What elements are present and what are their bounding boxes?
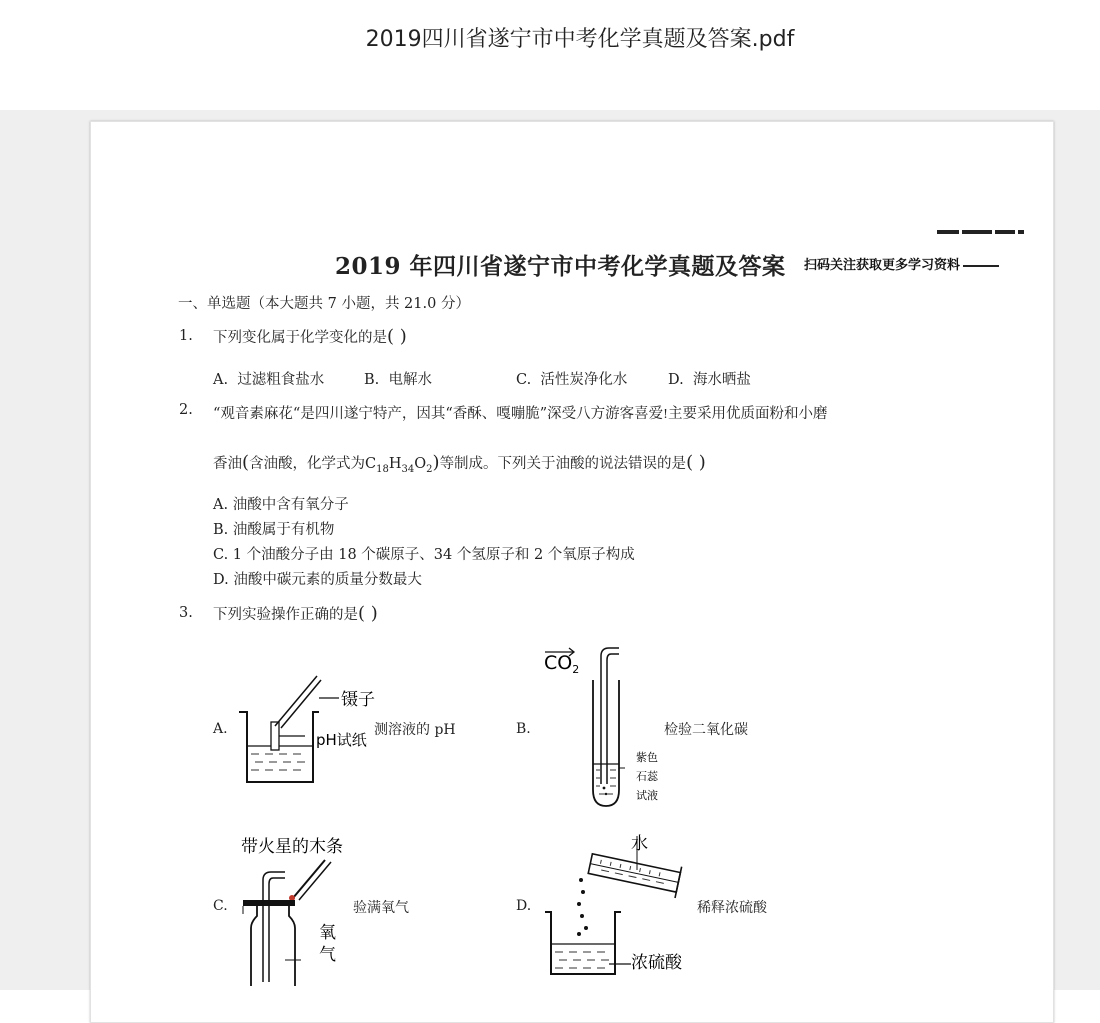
label-oxygen-2: 气 <box>319 945 336 965</box>
q1-stem: 下列变化属于化学变化的是( ) <box>213 326 407 347</box>
q3-option-d-letter: D. <box>516 898 532 914</box>
q1-number: 1. <box>179 328 193 344</box>
q3-option-a-caption: 测溶液的 pH <box>374 722 456 738</box>
q3-option-b-letter: B. <box>516 721 531 737</box>
label-glowing-stick: 带火星的木条 <box>241 837 343 857</box>
label-ph-paper: pH试纸 <box>316 731 367 749</box>
watermark-text: 扫码关注获取更多学习资料 <box>804 254 999 273</box>
section-heading: 一、单选题（本大题共 7 小题，共 21.0 分） <box>178 296 470 312</box>
q1-option-b: B. 电解水 <box>364 372 432 388</box>
viewer-header <box>0 0 1100 110</box>
label-solution: 试液 <box>636 789 658 802</box>
q3-option-a-letter: A. <box>213 721 228 737</box>
q2-number: 2. <box>179 402 193 418</box>
q2-line2: 香油(含油酸，化学式为$C_{18}H_{34}O_2$)等制成。下列关于油酸的说法错误的是( ) <box>213 452 706 475</box>
q3-option-c-letter: C. <box>213 898 228 914</box>
q3-stem: 下列实验操作正确的是( ) <box>213 603 378 624</box>
q3-option-c-caption: 验满氧气 <box>353 900 409 916</box>
label-water: 水 <box>631 834 648 854</box>
label-conc-acid: 浓硫酸 <box>631 953 682 973</box>
corner-mark <box>937 230 1033 236</box>
q2-line1: “观音素麻花“是四川遂宁特产，因其“香酥、嘎嘣脆”深受八方游客喜爱!主要采用优质面粉和小磨 <box>213 406 828 422</box>
q1-option-c: C. 活性炭净化水 <box>516 372 628 388</box>
oleic-acid-formula: $C_{18}H_{34}O_2$ <box>365 456 433 475</box>
oxygen-test-diagram <box>241 858 361 988</box>
label-co2: $CO_2$ <box>544 652 580 676</box>
q3-option-d-caption: 稀释浓硫酸 <box>697 900 767 916</box>
q2-option-b: B. 油酸属于有机物 <box>213 522 335 538</box>
q3-number: 3. <box>179 605 193 621</box>
q2-option-a: A. 油酸中含有氧分子 <box>213 497 349 513</box>
q2-option-d: D. 油酸中碳元素的质量分数最大 <box>213 572 422 588</box>
document-title: 2019 年四川省遂宁市中考化学真题及答案 <box>335 253 786 280</box>
file-title: 2019四川省遂宁市中考化学真题及答案.pdf <box>365 27 795 52</box>
label-litmus: 石蕊 <box>636 770 658 783</box>
label-oxygen-1: 氧 <box>319 923 336 943</box>
q3-option-b-caption: 检验二氧化碳 <box>664 722 748 738</box>
label-tweezers: 镊子 <box>341 690 375 710</box>
q1-option-d: D. 海水晒盐 <box>668 372 751 388</box>
pdf-page <box>90 121 1054 1023</box>
label-purple: 紫色 <box>636 751 658 764</box>
q1-option-a: A. 过滤粗食盐水 <box>213 372 325 388</box>
q2-option-c: C. 1 个油酸分子由 18 个碳原子、34 个氢原子和 2 个氧原子构成 <box>213 547 635 563</box>
